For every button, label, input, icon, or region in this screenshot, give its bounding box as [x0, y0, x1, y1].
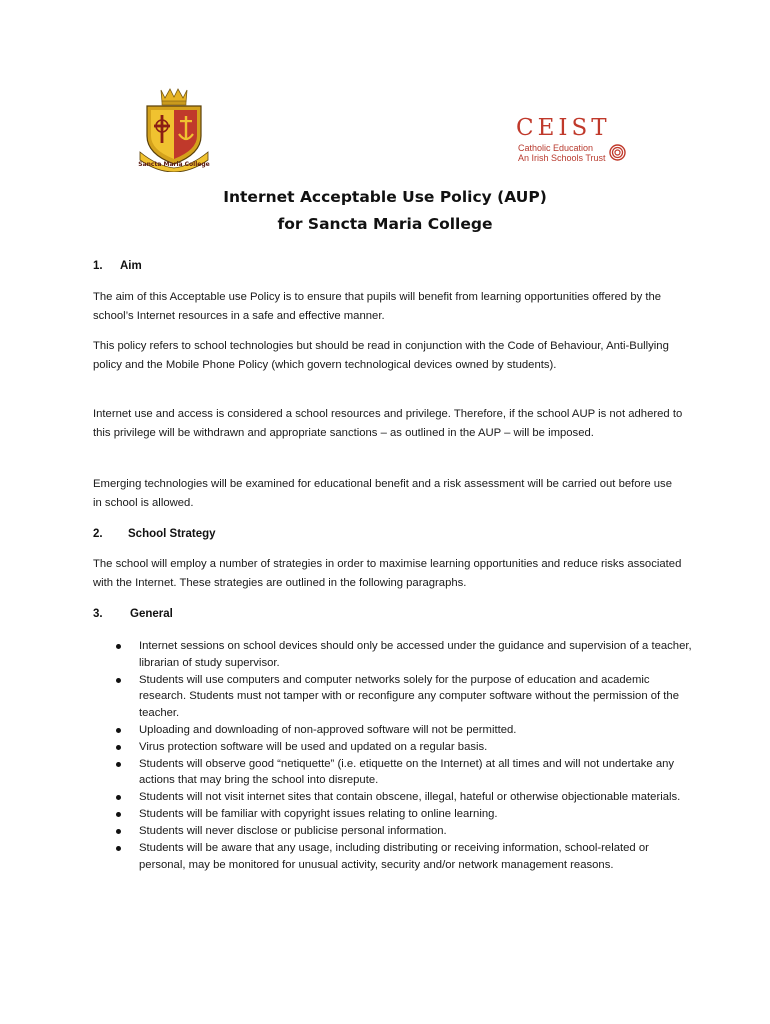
- bullet-icon: [116, 678, 121, 683]
- bullet-icon: [116, 745, 121, 750]
- school-crest-logo: [137, 86, 211, 172]
- ceist-wordmark: CEIST: [516, 115, 611, 141]
- paragraph: Internet use and access is considered a school resources and privilege. Therefore, if the school AUP is not adhered to this privilege will be withdrawn and appropriate sanctions – as outlined in the AUP – will be imposed.: [93, 408, 683, 439]
- bullet-icon: [116, 762, 121, 767]
- bullet-icon: [116, 812, 121, 817]
- ceist-tagline-1: Catholic Education: [518, 143, 594, 153]
- section-title: General: [130, 608, 173, 620]
- list-item: [93, 756, 693, 789]
- paragraph: This policy refers to school technologies but should be read in conjunction with the Code of Behaviour, Anti-Bullying policy and the Mobile Phone Policy (which govern technological devices owned by students).: [93, 340, 669, 371]
- general-rules-list: [93, 638, 693, 874]
- section-title: School Strategy: [128, 528, 216, 540]
- section-number: 2.: [93, 528, 103, 540]
- list-item-text: Internet sessions on school devices should only be accessed under the guidance and supervision of a teacher, librarian of study supervisor.: [139, 640, 692, 669]
- list-item: [93, 739, 693, 756]
- bullet-icon: [116, 728, 121, 733]
- document-subtitle: for Sancta Maria College: [277, 215, 493, 233]
- bullet-icon: [116, 829, 121, 834]
- section-title: Aim: [120, 260, 142, 272]
- crest-motto: Sancta Maria College: [138, 161, 210, 168]
- bullet-icon: [116, 795, 121, 800]
- list-item-text: Uploading and downloading of non-approved software will not be permitted.: [139, 723, 517, 736]
- list-item-text: Students will never disclose or publicise personal information.: [139, 825, 447, 837]
- document-title: Internet Acceptable Use Policy (AUP): [223, 188, 547, 206]
- section-number: 3.: [93, 608, 103, 620]
- paragraph: Emerging technologies will be examined for educational benefit and a risk assessment will be carried out before use in school is allowed.: [93, 478, 672, 509]
- ceist-tagline-2: An Irish Schools Trust: [518, 153, 606, 163]
- list-item: [93, 638, 693, 671]
- list-item: [93, 823, 693, 840]
- section-number: 1.: [93, 260, 103, 272]
- list-item: [93, 806, 693, 823]
- bullet-icon: [116, 846, 121, 851]
- list-item-text: Students will use computers and computer networks solely for the purpose of education and academic research. Students must not tamper with or reconfigure any computer software without the permission of the teacher.: [139, 673, 680, 719]
- list-item: [93, 840, 693, 873]
- bullet-icon: [116, 644, 121, 649]
- paragraph: The school will employ a number of strategies in order to maximise learning opportunities and reduce risks associated with the Internet. These strategies are outlined in the following paragraphs.: [93, 558, 682, 589]
- list-item: [93, 722, 693, 739]
- paragraph: The aim of this Acceptable use Policy is to ensure that pupils will benefit from learning opportunities offered by the school’s Internet resources in a safe and effective manner.: [93, 291, 662, 322]
- list-item: [93, 789, 693, 806]
- list-item-text: Students will observe good “netiquette” (i.e. etiquette on the Internet) at all times and will not undertake any actions that may bring the school into disrepute.: [139, 757, 675, 786]
- list-item-text: Students will be aware that any usage, including distributing or receiving information, school-related or personal, may be monitored for unusual activity, security and/or network management reasons.: [139, 842, 649, 871]
- ceist-logo: [516, 116, 636, 166]
- list-item-text: Virus protection software will be used and updated on a regular basis.: [139, 740, 488, 753]
- list-item: [93, 672, 693, 722]
- list-item-text: Students will not visit internet sites that contain obscene, illegal, hateful or otherwise objectionable materials.: [139, 791, 681, 803]
- list-item-text: Students will be familiar with copyright issues relating to online learning.: [139, 808, 498, 820]
- ceist-swirl-icon: [609, 144, 626, 161]
